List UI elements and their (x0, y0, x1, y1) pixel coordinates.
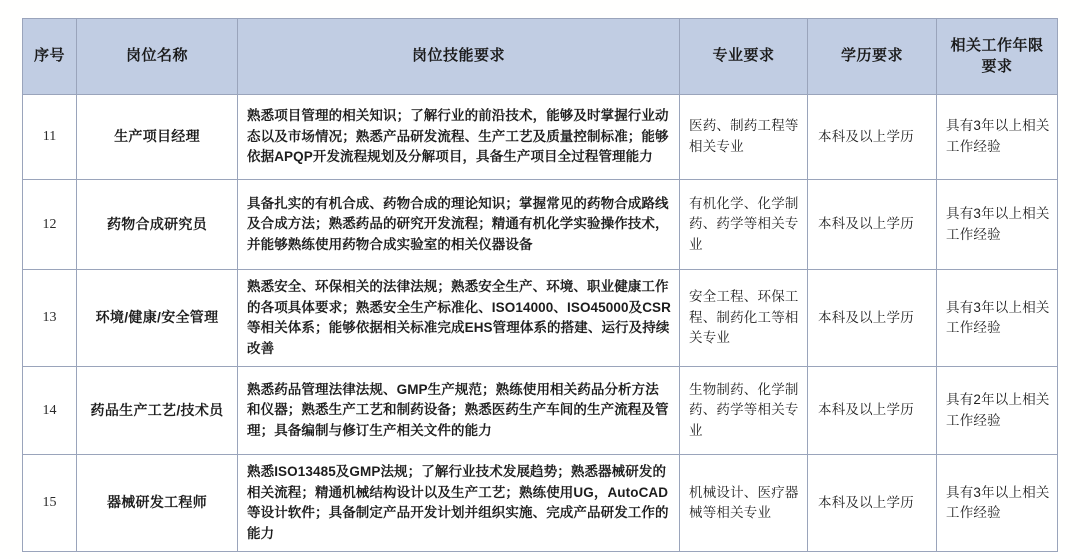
table-row (23, 270, 1058, 367)
cell-skill-requirement: 熟悉项目管理的相关知识；了解行业的前沿技术，能够及时掌握行业动态以及市场情况；熟悉产品研发流程、生产工艺及质量控制标准；能够依据APQP开发流程规划及分解项目，具备生产项目全过程管理能力 (238, 95, 680, 180)
cell-major-requirement: 有机化学、化学制药、药学等相关专业 (680, 180, 808, 270)
table-row (23, 455, 1058, 552)
cell-education-requirement: 本科及以上学历 (808, 180, 937, 270)
cell-serial-number: 12 (23, 180, 77, 270)
cell-serial-number: 14 (23, 367, 77, 455)
cell-experience-requirement: 具有3年以上相关工作经验 (937, 270, 1058, 367)
column-header-major: 专业要求 (680, 19, 808, 95)
column-header-no: 序号 (23, 19, 77, 95)
cell-experience-requirement: 具有3年以上相关工作经验 (937, 95, 1058, 180)
table-row (23, 367, 1058, 455)
table-header-row (23, 19, 1058, 95)
cell-position-name: 环境/健康/安全管理 (77, 270, 238, 367)
cell-experience-requirement: 具有2年以上相关工作经验 (937, 367, 1058, 455)
cell-major-requirement: 医药、制药工程等相关专业 (680, 95, 808, 180)
cell-major-requirement: 机械设计、医疗器械等相关专业 (680, 455, 808, 552)
cell-major-requirement: 生物制药、化学制药、药学等相关专业 (680, 367, 808, 455)
cell-experience-requirement: 具有3年以上相关工作经验 (937, 455, 1058, 552)
jobs-table-container (22, 18, 1057, 543)
column-header-exp: 相关工作年限要求 (937, 19, 1058, 95)
table-row (23, 180, 1058, 270)
job-requirements-table (22, 18, 1058, 552)
cell-skill-requirement: 熟悉ISO13485及GMP法规；了解行业技术发展趋势；熟悉器械研发的相关流程；精通机械结构设计以及生产工艺；熟练使用UG，AutoCAD等设计软件；具备制定产品开发计划并组织实施、完成产品研发工作的能力 (238, 455, 680, 552)
cell-major-requirement: 安全工程、环保工程、制药化工等相关专业 (680, 270, 808, 367)
column-header-name: 岗位名称 (77, 19, 238, 95)
cell-experience-requirement: 具有3年以上相关工作经验 (937, 180, 1058, 270)
cell-education-requirement: 本科及以上学历 (808, 95, 937, 180)
table-body (23, 95, 1058, 552)
cell-education-requirement: 本科及以上学历 (808, 270, 937, 367)
cell-skill-requirement: 具备扎实的有机合成、药物合成的理论知识；掌握常见的药物合成路线及合成方法；熟悉药品的研究开发流程；精通有机化学实验操作技术，并能够熟练使用药物合成实验室的相关仪器设备 (238, 180, 680, 270)
table-row (23, 95, 1058, 180)
cell-position-name: 药品生产工艺/技术员 (77, 367, 238, 455)
cell-serial-number: 11 (23, 95, 77, 180)
cell-skill-requirement: 熟悉药品管理法律法规、GMP生产规范；熟练使用相关药品分析方法和仪器；熟悉生产工艺和制药设备；熟悉医药生产车间的生产流程及管理；具备编制与修订生产相关文件的能力 (238, 367, 680, 455)
column-header-edu: 学历要求 (808, 19, 937, 95)
cell-position-name: 生产项目经理 (77, 95, 238, 180)
table-header (23, 19, 1058, 95)
cell-position-name: 药物合成研究员 (77, 180, 238, 270)
cell-education-requirement: 本科及以上学历 (808, 367, 937, 455)
cell-skill-requirement: 熟悉安全、环保相关的法律法规；熟悉安全生产、环境、职业健康工作的各项具体要求；熟悉安全生产标准化、ISO14000、ISO45000及CSR等相关体系；能够依据相关标准完成EHS管理体系的搭建、运行及持续改善 (238, 270, 680, 367)
column-header-skill: 岗位技能要求 (238, 19, 680, 95)
cell-serial-number: 15 (23, 455, 77, 552)
cell-serial-number: 13 (23, 270, 77, 367)
cell-position-name: 器械研发工程师 (77, 455, 238, 552)
cell-education-requirement: 本科及以上学历 (808, 455, 937, 552)
